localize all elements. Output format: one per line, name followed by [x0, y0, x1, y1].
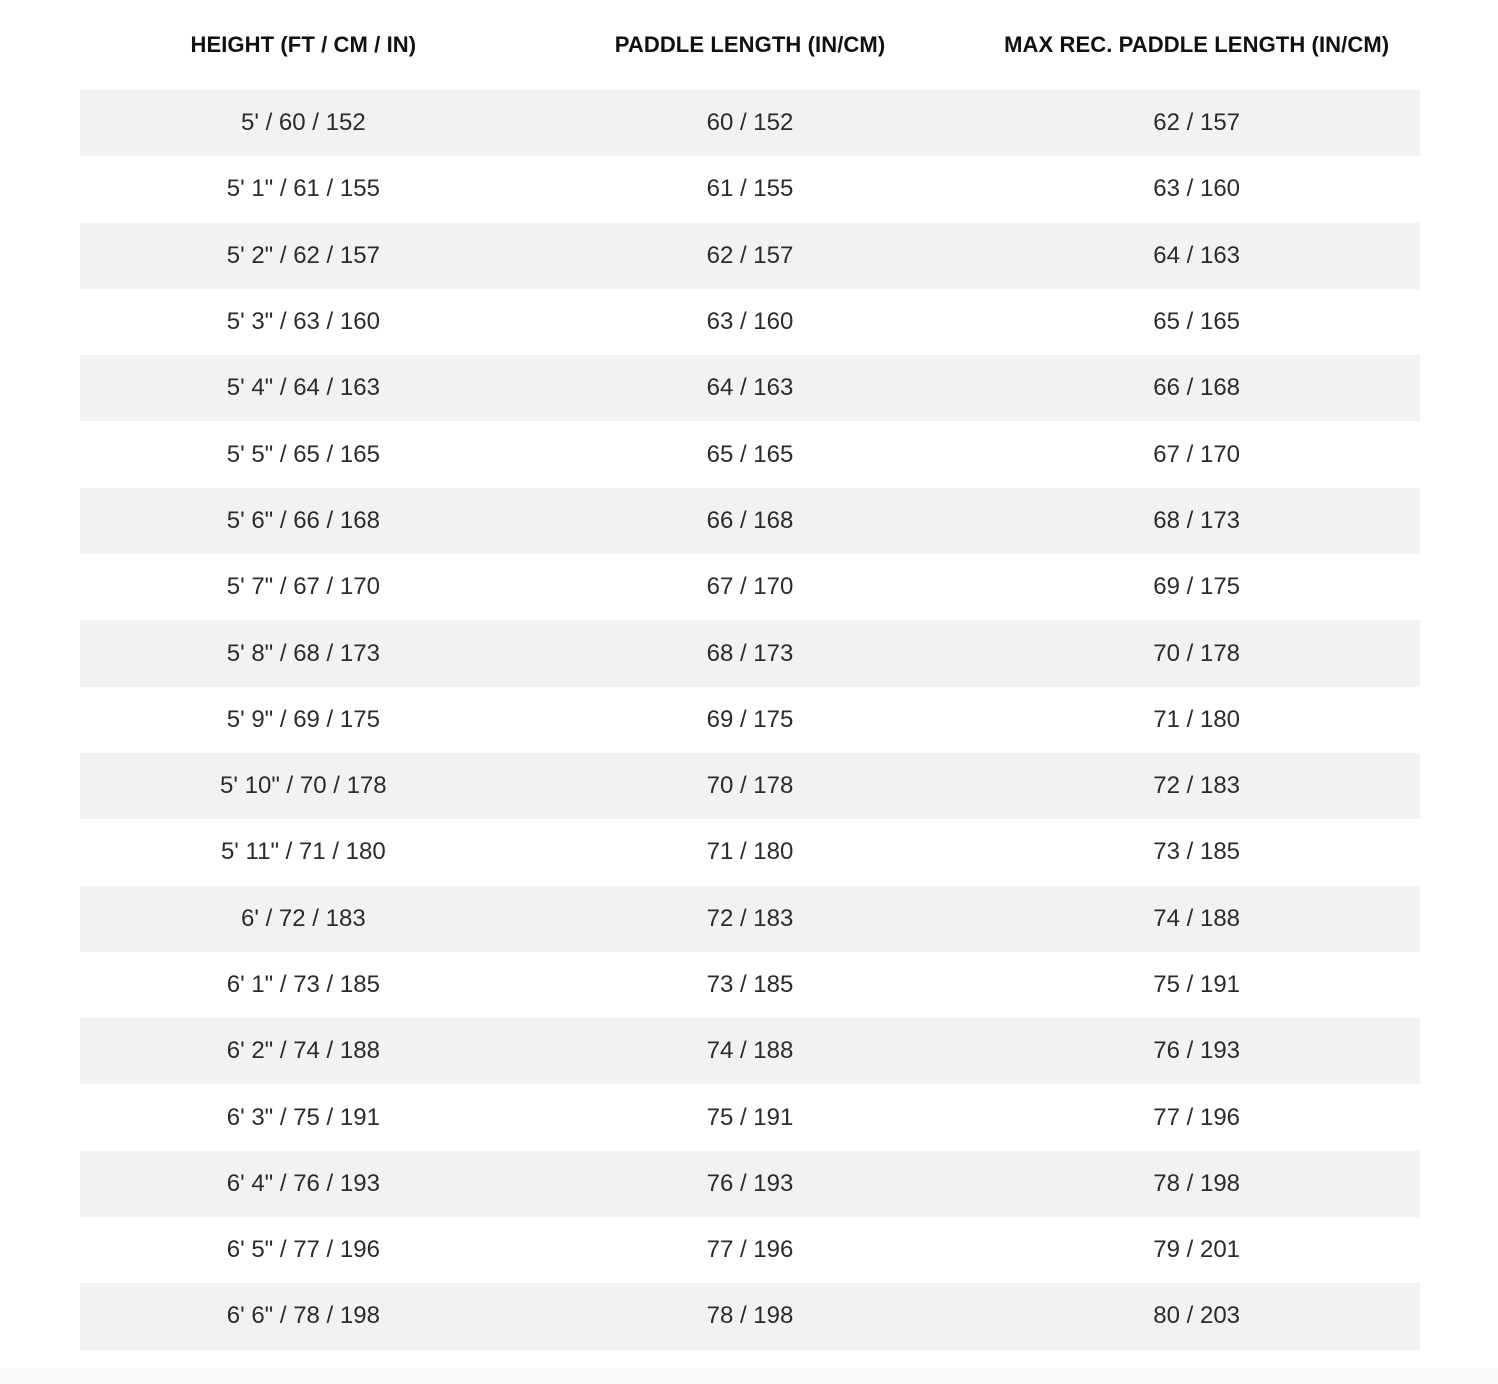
column-header-height: HEIGHT (FT / CM / IN)	[190, 32, 417, 57]
cell-paddle-length: 75 / 191	[706, 1103, 794, 1131]
table-row	[80, 687, 1420, 753]
table-row	[80, 488, 1420, 554]
cell-height: 5' 3" / 63 / 160	[226, 308, 380, 336]
cell-paddle-length: 69 / 175	[706, 705, 794, 733]
cell-paddle-length: 76 / 193	[706, 1169, 794, 1197]
cell-paddle-length: 65 / 165	[706, 440, 794, 468]
table-row	[80, 90, 1420, 156]
cell-max-paddle-length: 73 / 185	[1153, 838, 1241, 866]
cell-paddle-length: 68 / 173	[706, 639, 794, 667]
cell-max-paddle-length: 68 / 173	[1153, 506, 1241, 534]
page-bottom-band	[0, 1368, 1498, 1384]
cell-max-paddle-length: 66 / 168	[1153, 374, 1241, 402]
cell-height: 6' 5" / 77 / 196	[226, 1236, 380, 1264]
cell-height: 5' / 60 / 152	[240, 109, 366, 137]
cell-max-paddle-length: 80 / 203	[1153, 1302, 1241, 1330]
cell-max-paddle-length: 65 / 165	[1153, 308, 1241, 336]
cell-paddle-length: 78 / 198	[706, 1302, 794, 1330]
cell-max-paddle-length: 72 / 183	[1153, 772, 1241, 800]
cell-paddle-length: 66 / 168	[706, 506, 794, 534]
cell-paddle-length: 63 / 160	[706, 308, 794, 336]
table-row	[80, 819, 1420, 885]
table-row	[80, 421, 1420, 487]
table-row	[80, 620, 1420, 686]
cell-paddle-length: 62 / 157	[706, 241, 794, 269]
cell-paddle-length: 74 / 188	[706, 1037, 794, 1065]
cell-max-paddle-length: 74 / 188	[1153, 904, 1241, 932]
cell-height: 5' 11" / 71 / 180	[220, 838, 386, 866]
cell-height: 6' 1" / 73 / 185	[226, 971, 380, 998]
table-row	[80, 1217, 1420, 1283]
cell-max-paddle-length: 69 / 175	[1153, 573, 1241, 601]
table-row	[80, 1084, 1420, 1150]
table-row	[80, 952, 1420, 1018]
table-row	[80, 289, 1420, 355]
cell-height: 6' / 72 / 183	[240, 904, 366, 932]
table-row	[80, 1283, 1420, 1349]
table-row	[80, 886, 1420, 952]
table-row	[80, 1151, 1420, 1217]
cell-paddle-length: 70 / 178	[706, 772, 794, 800]
table-header-row	[80, 0, 1420, 90]
cell-paddle-length: 77 / 196	[706, 1236, 794, 1264]
cell-height: 5' 7" / 67 / 170	[226, 573, 380, 601]
cell-max-paddle-length: 77 / 196	[1153, 1103, 1241, 1131]
cell-height: 6' 3" / 75 / 191	[226, 1103, 380, 1131]
cell-height: 5' 1" / 61 / 155	[226, 175, 380, 203]
cell-paddle-length: 67 / 170	[706, 573, 794, 601]
cell-paddle-length: 73 / 185	[706, 971, 794, 998]
cell-height: 5' 8" / 68 / 173	[226, 639, 380, 667]
cell-paddle-length: 64 / 163	[706, 374, 794, 402]
table-body	[80, 90, 1420, 1350]
cell-height: 5' 5" / 65 / 165	[226, 440, 380, 468]
cell-max-paddle-length: 75 / 191	[1153, 971, 1241, 998]
table-row	[80, 355, 1420, 421]
cell-height: 6' 2" / 74 / 188	[226, 1037, 380, 1065]
cell-height: 5' 10" / 70 / 178	[220, 772, 387, 800]
cell-max-paddle-length: 64 / 163	[1153, 241, 1241, 269]
table-row	[80, 554, 1420, 620]
cell-height: 6' 4" / 76 / 193	[226, 1169, 380, 1197]
cell-max-paddle-length: 63 / 160	[1153, 175, 1241, 203]
table-row	[80, 1018, 1420, 1084]
cell-height: 6' 6" / 78 / 198	[226, 1302, 380, 1330]
table-row	[80, 753, 1420, 819]
column-header-paddle-length: PADDLE LENGTH (IN/CM)	[614, 32, 886, 57]
table-row	[80, 156, 1420, 222]
cell-max-paddle-length: 79 / 201	[1153, 1236, 1241, 1264]
cell-height: 5' 6" / 66 / 168	[226, 506, 380, 534]
cell-paddle-length: 71 / 180	[706, 838, 794, 866]
cell-max-paddle-length: 62 / 157	[1153, 109, 1241, 137]
cell-max-paddle-length: 78 / 198	[1153, 1169, 1241, 1197]
cell-paddle-length: 72 / 183	[706, 904, 794, 932]
cell-max-paddle-length: 70 / 178	[1153, 639, 1241, 667]
table-row	[80, 223, 1420, 289]
cell-height: 5' 4" / 64 / 163	[226, 374, 380, 402]
cell-height: 5' 9" / 69 / 175	[226, 705, 380, 733]
cell-height: 5' 2" / 62 / 157	[226, 241, 380, 269]
column-header-max-paddle-length: MAX REC. PADDLE LENGTH (IN/CM)	[1004, 32, 1390, 57]
cell-max-paddle-length: 76 / 193	[1153, 1037, 1241, 1065]
cell-max-paddle-length: 71 / 180	[1153, 705, 1241, 733]
cell-max-paddle-length: 67 / 170	[1153, 440, 1241, 468]
paddle-size-table	[80, 0, 1420, 1350]
cell-paddle-length: 60 / 152	[706, 109, 794, 137]
cell-paddle-length: 61 / 155	[706, 175, 794, 203]
